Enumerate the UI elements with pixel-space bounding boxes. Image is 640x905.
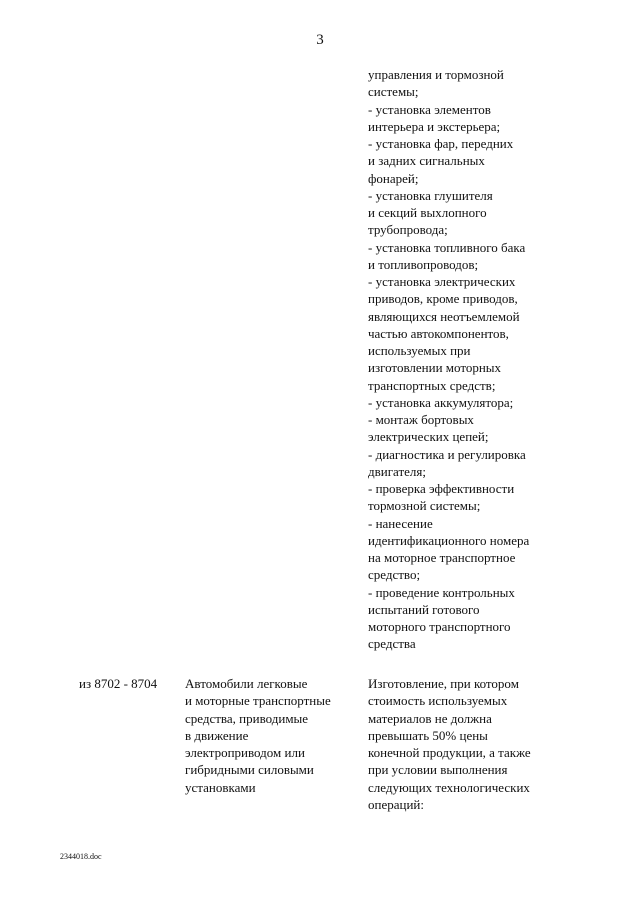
condition-line: - установка глушителя xyxy=(368,187,493,203)
description-line: и моторные транспортные xyxy=(185,693,331,709)
conditions-cell xyxy=(368,675,628,813)
hs-code-cell: из 8702 - 8704 xyxy=(79,676,158,691)
condition-line: трубопровода; xyxy=(368,222,448,238)
condition-line: тормозной системы; xyxy=(368,498,481,514)
condition-line: фонарей; xyxy=(368,170,419,186)
condition-line: превышать 50% цены xyxy=(368,727,488,743)
condition-line: - установка элементов xyxy=(368,101,491,117)
condition-line: изготовлении моторных xyxy=(368,360,502,376)
condition-line: идентификационного номера xyxy=(368,532,530,548)
product-description-cell xyxy=(185,675,360,796)
description-line: в движение xyxy=(185,727,249,743)
condition-line: - установка электрических xyxy=(368,274,516,289)
condition-line: - диагностика и регулировка xyxy=(368,446,526,462)
condition-line: и секций выхлопного xyxy=(368,205,487,220)
condition-line: испытаний готового xyxy=(368,601,480,617)
condition-line: средство; xyxy=(368,567,421,583)
condition-line: - нанесение xyxy=(368,515,433,531)
condition-line: и задних сигнальных xyxy=(368,153,485,169)
condition-line: конечной продукции, а также xyxy=(368,745,531,760)
condition-line: и топливопроводов; xyxy=(368,256,479,272)
description-line: Автомобили легковые xyxy=(185,676,308,691)
condition-line: Изготовление, при котором xyxy=(368,676,519,691)
description-line: средства, приводимые xyxy=(185,710,309,726)
condition-line: являющихся неотъемлемой xyxy=(368,308,520,324)
condition-line: - монтаж бортовых xyxy=(368,412,474,427)
condition-line: - установка аккумулятора; xyxy=(368,394,514,410)
condition-line: - проведение контрольных xyxy=(368,584,515,600)
description-line: установками xyxy=(185,779,256,795)
page-number: 3 xyxy=(316,32,324,48)
condition-line: двигателя; xyxy=(368,463,427,479)
condition-line: стоимость используемых xyxy=(368,693,508,709)
condition-line: транспортных средств; xyxy=(368,377,496,393)
condition-line: приводов, кроме приводов, xyxy=(368,291,518,307)
description-line: гибридными силовыми xyxy=(185,762,314,778)
condition-line: частью автокомпонентов, xyxy=(368,325,509,341)
description-line: электроприводом или xyxy=(185,745,305,760)
condition-line: операций: xyxy=(368,796,424,812)
document-file-code: 2344018.doc xyxy=(60,852,102,861)
condition-line: управления и тормозной xyxy=(368,67,504,82)
condition-line: - установка топливного бака xyxy=(368,239,526,255)
condition-line: электрических цепей; xyxy=(368,429,489,445)
condition-line: - проверка эффективности xyxy=(368,481,515,496)
condition-line: средства xyxy=(368,636,416,652)
condition-line: на моторное транспортное xyxy=(368,550,516,565)
condition-line: интерьера и экстерьера; xyxy=(368,118,501,134)
condition-line: системы; xyxy=(368,84,419,100)
condition-line: следующих технологических xyxy=(368,779,530,795)
condition-line: при условии выполнения xyxy=(368,762,508,778)
condition-line: - установка фар, передних xyxy=(368,136,514,151)
continued-conditions-cell xyxy=(368,66,628,653)
condition-line: используемых при xyxy=(368,343,471,358)
condition-line: моторного транспортного xyxy=(368,619,511,634)
condition-line: материалов не должна xyxy=(368,710,492,726)
